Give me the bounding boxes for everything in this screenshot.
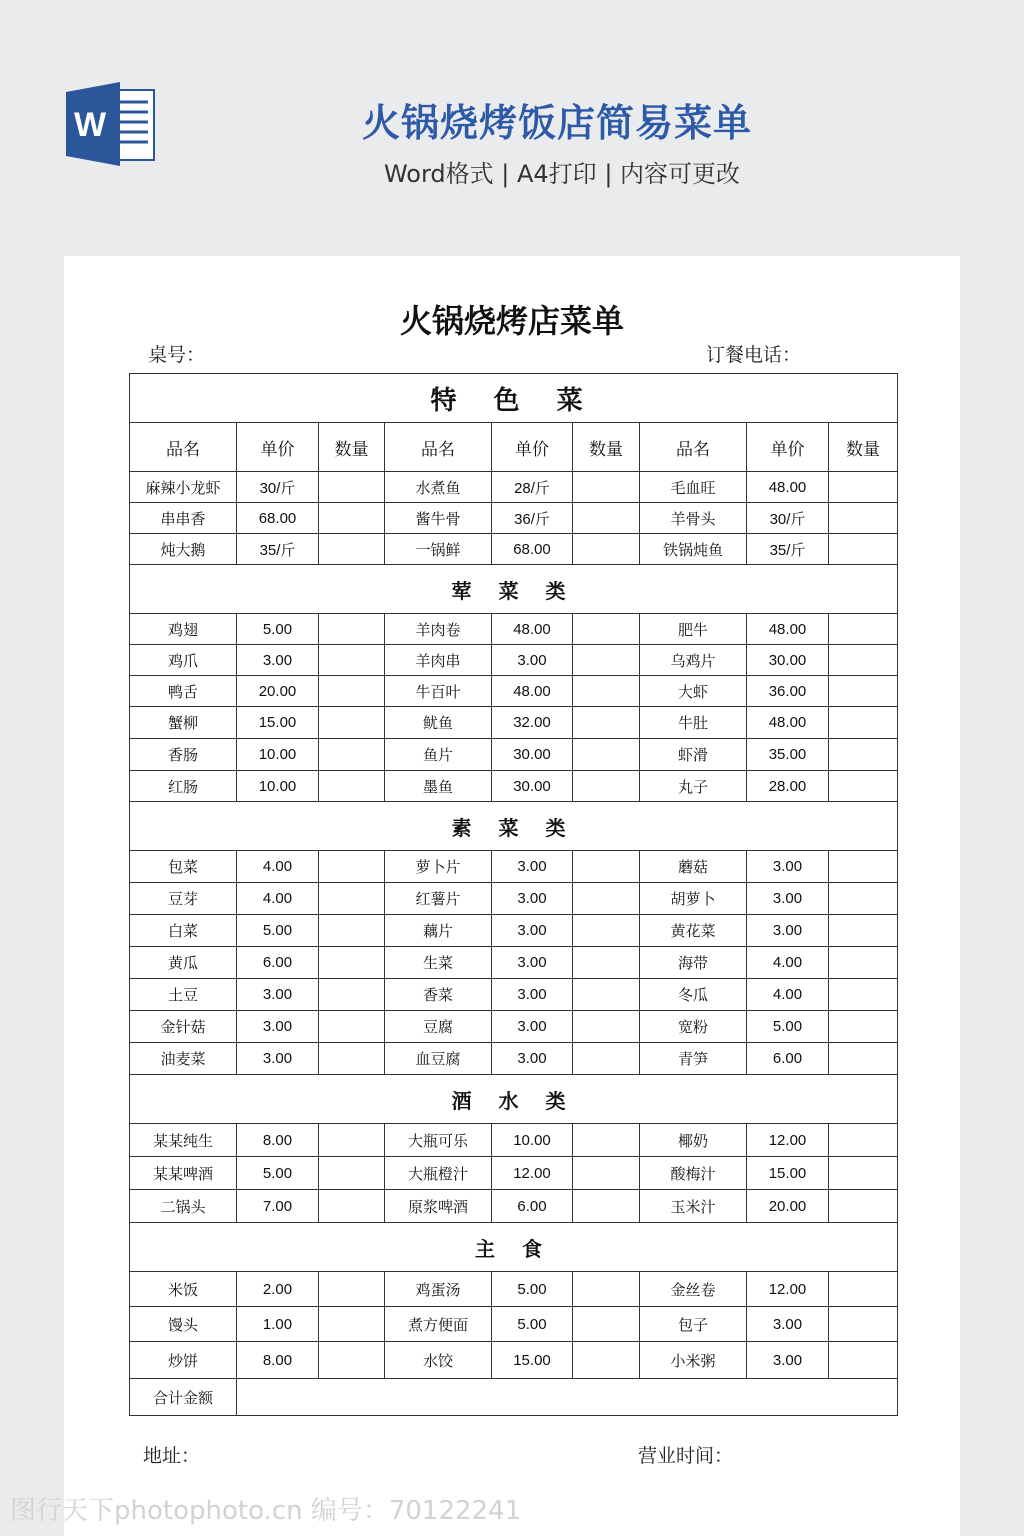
- watermark: 图行天下photophoto.cn 编号：70122241: [10, 1496, 522, 1526]
- quantity-cell[interactable]: [319, 1307, 385, 1342]
- quantity-cell[interactable]: [573, 676, 640, 707]
- quantity-cell[interactable]: [829, 1342, 898, 1379]
- dish-price: 35/斤: [237, 534, 319, 565]
- dish-price: 30.00: [747, 645, 829, 676]
- quantity-cell[interactable]: [829, 771, 898, 802]
- dish-price: 4.00: [747, 947, 829, 979]
- dish-price: 28.00: [747, 771, 829, 802]
- column-header: 品名: [640, 423, 747, 472]
- quantity-cell[interactable]: [573, 915, 640, 947]
- table-row: [130, 979, 898, 1011]
- quantity-cell[interactable]: [573, 883, 640, 915]
- table-row: [130, 1307, 898, 1342]
- dish-name: 炖大鹅: [130, 534, 237, 565]
- column-header: 单价: [747, 423, 829, 472]
- dish-price: 5.00: [492, 1307, 573, 1342]
- quantity-cell[interactable]: [829, 472, 898, 503]
- dish-price: 1.00: [237, 1307, 319, 1342]
- quantity-cell[interactable]: [573, 1043, 640, 1075]
- dish-name: 胡萝卜: [640, 883, 747, 915]
- quantity-cell[interactable]: [829, 739, 898, 771]
- dish-name: 鸡蛋汤: [385, 1272, 492, 1307]
- dish-price: 10.00: [492, 1124, 573, 1157]
- table-row: [130, 534, 898, 565]
- dish-price: 10.00: [237, 771, 319, 802]
- quantity-cell[interactable]: [829, 979, 898, 1011]
- dish-price: 4.00: [237, 883, 319, 915]
- dish-price: 30.00: [492, 739, 573, 771]
- dish-name: 虾滑: [640, 739, 747, 771]
- dish-price: 3.00: [747, 1307, 829, 1342]
- dish-name: 海带: [640, 947, 747, 979]
- dish-name: 鸡爪: [130, 645, 237, 676]
- quantity-cell[interactable]: [829, 503, 898, 534]
- quantity-cell[interactable]: [573, 1307, 640, 1342]
- dish-price: 35.00: [747, 739, 829, 771]
- dish-name: 炒饼: [130, 1342, 237, 1379]
- total-amount-cell[interactable]: [237, 1379, 898, 1416]
- quantity-cell[interactable]: [573, 472, 640, 503]
- dish-name: 香菜: [385, 979, 492, 1011]
- total-row: [130, 1379, 898, 1416]
- section-row: [130, 374, 898, 423]
- table-number-label: 桌号：: [148, 344, 206, 366]
- quantity-cell[interactable]: [573, 1272, 640, 1307]
- quantity-cell[interactable]: [319, 534, 385, 565]
- quantity-cell[interactable]: [573, 851, 640, 883]
- dish-name: 鸭舌: [130, 676, 237, 707]
- dish-price: 8.00: [237, 1342, 319, 1379]
- dish-price: 3.00: [492, 979, 573, 1011]
- quantity-cell[interactable]: [573, 947, 640, 979]
- dish-price: 15.00: [237, 707, 319, 739]
- dish-name: 藕片: [385, 915, 492, 947]
- business-hours-label: 营业时间：: [638, 1445, 734, 1467]
- dish-price: 12.00: [747, 1124, 829, 1157]
- table-row: [130, 472, 898, 503]
- dish-price: 3.00: [747, 883, 829, 915]
- dish-price: 12.00: [492, 1157, 573, 1190]
- dish-name: 黄瓜: [130, 947, 237, 979]
- column-header: 品名: [385, 423, 492, 472]
- table-row: [130, 614, 898, 645]
- quantity-cell[interactable]: [573, 614, 640, 645]
- quantity-cell[interactable]: [319, 1272, 385, 1307]
- quantity-cell[interactable]: [319, 1124, 385, 1157]
- table-row: [130, 915, 898, 947]
- dish-price: 3.00: [747, 851, 829, 883]
- menu-table: [129, 373, 898, 1416]
- dish-price: 68.00: [492, 534, 573, 565]
- dish-name: 油麦菜: [130, 1043, 237, 1075]
- quantity-cell[interactable]: [319, 1190, 385, 1223]
- quantity-cell[interactable]: [319, 676, 385, 707]
- quantity-cell[interactable]: [829, 947, 898, 979]
- section-title: 主 食: [130, 1223, 898, 1272]
- banner-subtitle: Word格式 | A4打印 | 内容可更改: [383, 160, 741, 188]
- dish-name: 某某啤酒: [130, 1157, 237, 1190]
- dish-name: 黄花菜: [640, 915, 747, 947]
- quantity-cell[interactable]: [829, 851, 898, 883]
- dish-name: 煮方便面: [385, 1307, 492, 1342]
- dish-name: 羊骨头: [640, 503, 747, 534]
- dish-name: 酱牛骨: [385, 503, 492, 534]
- dish-name: 椰奶: [640, 1124, 747, 1157]
- dish-name: 鸡翅: [130, 614, 237, 645]
- quantity-cell[interactable]: [573, 1157, 640, 1190]
- total-label: 合计金额: [130, 1379, 237, 1416]
- dish-price: 4.00: [237, 851, 319, 883]
- dish-name: 铁锅炖鱼: [640, 534, 747, 565]
- dish-price: 20.00: [747, 1190, 829, 1223]
- dish-name: 羊肉卷: [385, 614, 492, 645]
- section-title: 荤 菜 类: [130, 565, 898, 614]
- dish-name: 大瓶可乐: [385, 1124, 492, 1157]
- quantity-cell[interactable]: [319, 851, 385, 883]
- dish-name: 牛百叶: [385, 676, 492, 707]
- section-row: [130, 565, 898, 614]
- quantity-cell[interactable]: [319, 1157, 385, 1190]
- dish-price: 3.00: [492, 1011, 573, 1043]
- quantity-cell[interactable]: [319, 472, 385, 503]
- dish-name: 馒头: [130, 1307, 237, 1342]
- dish-name: 冬瓜: [640, 979, 747, 1011]
- table-row: [130, 771, 898, 802]
- quantity-cell[interactable]: [319, 979, 385, 1011]
- dish-price: 48.00: [747, 614, 829, 645]
- dish-name: 小米粥: [640, 1342, 747, 1379]
- dish-price: 4.00: [747, 979, 829, 1011]
- quantity-cell[interactable]: [829, 1272, 898, 1307]
- quantity-cell[interactable]: [573, 1011, 640, 1043]
- quantity-cell[interactable]: [573, 1190, 640, 1223]
- dish-name: 包子: [640, 1307, 747, 1342]
- quantity-cell[interactable]: [319, 614, 385, 645]
- table-row: [130, 676, 898, 707]
- dish-name: 大瓶橙汁: [385, 1157, 492, 1190]
- column-header: 单价: [237, 423, 319, 472]
- dish-price: 35/斤: [747, 534, 829, 565]
- table-row: [130, 1342, 898, 1379]
- dish-price: 48.00: [747, 472, 829, 503]
- quantity-cell[interactable]: [319, 739, 385, 771]
- dish-price: 32.00: [492, 707, 573, 739]
- quantity-cell[interactable]: [573, 1342, 640, 1379]
- table-row: [130, 503, 898, 534]
- column-header: 数量: [829, 423, 898, 472]
- quantity-cell[interactable]: [573, 707, 640, 739]
- dish-name: 白菜: [130, 915, 237, 947]
- quantity-cell[interactable]: [319, 1342, 385, 1379]
- dish-name: 红肠: [130, 771, 237, 802]
- dish-price: 3.00: [747, 915, 829, 947]
- table-row: [130, 883, 898, 915]
- dish-price: 3.00: [492, 883, 573, 915]
- dish-name: 麻辣小龙虾: [130, 472, 237, 503]
- dish-price: 48.00: [747, 707, 829, 739]
- dish-price: 3.00: [237, 979, 319, 1011]
- dish-price: 5.00: [237, 915, 319, 947]
- section-title: 酒 水 类: [130, 1075, 898, 1124]
- dish-price: 30/斤: [237, 472, 319, 503]
- section-title: 素 菜 类: [130, 802, 898, 851]
- dish-name: 原浆啤酒: [385, 1190, 492, 1223]
- dish-name: 蘑菇: [640, 851, 747, 883]
- dish-name: 土豆: [130, 979, 237, 1011]
- dish-price: 5.00: [237, 614, 319, 645]
- dish-name: 宽粉: [640, 1011, 747, 1043]
- quantity-cell[interactable]: [319, 883, 385, 915]
- dish-price: 36/斤: [492, 503, 573, 534]
- dish-name: 乌鸡片: [640, 645, 747, 676]
- dish-name: 牛肚: [640, 707, 747, 739]
- dish-price: 5.00: [492, 1272, 573, 1307]
- dish-price: 3.00: [492, 1043, 573, 1075]
- quantity-cell[interactable]: [829, 1307, 898, 1342]
- dish-name: 米饭: [130, 1272, 237, 1307]
- dish-price: 12.00: [747, 1272, 829, 1307]
- table-row: [130, 707, 898, 739]
- quantity-cell[interactable]: [319, 1043, 385, 1075]
- quantity-cell[interactable]: [829, 1043, 898, 1075]
- quantity-cell[interactable]: [829, 534, 898, 565]
- quantity-cell[interactable]: [319, 915, 385, 947]
- dish-name: 金针菇: [130, 1011, 237, 1043]
- dish-price: 3.00: [492, 915, 573, 947]
- quantity-cell[interactable]: [573, 503, 640, 534]
- table-row: [130, 739, 898, 771]
- quantity-cell[interactable]: [319, 947, 385, 979]
- dish-name: 一锅鲜: [385, 534, 492, 565]
- dish-name: 丸子: [640, 771, 747, 802]
- dish-name: 酸梅汁: [640, 1157, 747, 1190]
- dish-price: 3.00: [492, 947, 573, 979]
- quantity-cell[interactable]: [829, 1157, 898, 1190]
- dish-price: 48.00: [492, 676, 573, 707]
- dish-name: 水煮鱼: [385, 472, 492, 503]
- dish-price: 3.00: [492, 645, 573, 676]
- table-row: [130, 1157, 898, 1190]
- column-header: 品名: [130, 423, 237, 472]
- table-row: [130, 645, 898, 676]
- table-row: [130, 1190, 898, 1223]
- table-row: [130, 1011, 898, 1043]
- dish-price: 28/斤: [492, 472, 573, 503]
- quantity-cell[interactable]: [829, 614, 898, 645]
- dish-price: 2.00: [237, 1272, 319, 1307]
- dish-price: 3.00: [747, 1342, 829, 1379]
- dish-name: 香肠: [130, 739, 237, 771]
- dish-name: 包菜: [130, 851, 237, 883]
- dish-price: 30/斤: [747, 503, 829, 534]
- quantity-cell[interactable]: [573, 1124, 640, 1157]
- dish-price: 30.00: [492, 771, 573, 802]
- quantity-cell[interactable]: [319, 645, 385, 676]
- quantity-cell[interactable]: [319, 1011, 385, 1043]
- table-row: [130, 1272, 898, 1307]
- dish-name: 红薯片: [385, 883, 492, 915]
- quantity-cell[interactable]: [829, 676, 898, 707]
- table-row: [130, 1043, 898, 1075]
- dish-price: 15.00: [747, 1157, 829, 1190]
- dish-price: 36.00: [747, 676, 829, 707]
- quantity-cell[interactable]: [573, 739, 640, 771]
- address-label: 地址：: [143, 1445, 201, 1467]
- banner-title: 火锅烧烤饭店简易菜单: [361, 101, 752, 145]
- column-header: 单价: [492, 423, 573, 472]
- dish-price: 3.00: [237, 645, 319, 676]
- dish-name: 玉米汁: [640, 1190, 747, 1223]
- dish-name: 大虾: [640, 676, 747, 707]
- section-row: [130, 1223, 898, 1272]
- order-phone-label: 订餐电话：: [706, 344, 802, 366]
- quantity-cell[interactable]: [573, 645, 640, 676]
- dish-name: 豆腐: [385, 1011, 492, 1043]
- dish-price: 6.00: [747, 1043, 829, 1075]
- dish-name: 生菜: [385, 947, 492, 979]
- table-row: [130, 947, 898, 979]
- section-row: [130, 802, 898, 851]
- dish-price: 3.00: [492, 851, 573, 883]
- dish-name: 水饺: [385, 1342, 492, 1379]
- header-row: [130, 423, 898, 472]
- dish-name: 毛血旺: [640, 472, 747, 503]
- dish-name: 墨鱼: [385, 771, 492, 802]
- dish-price: 8.00: [237, 1124, 319, 1157]
- dish-name: 肥牛: [640, 614, 747, 645]
- quantity-cell[interactable]: [829, 645, 898, 676]
- dish-price: 3.00: [237, 1043, 319, 1075]
- dish-price: 48.00: [492, 614, 573, 645]
- quantity-cell[interactable]: [829, 707, 898, 739]
- quantity-cell[interactable]: [319, 707, 385, 739]
- section-row: [130, 1075, 898, 1124]
- quantity-cell[interactable]: [319, 503, 385, 534]
- dish-name: 羊肉串: [385, 645, 492, 676]
- dish-name: 某某纯生: [130, 1124, 237, 1157]
- menu-title: 火锅烧烤店菜单: [399, 302, 624, 340]
- column-header: 数量: [319, 423, 385, 472]
- quantity-cell[interactable]: [319, 771, 385, 802]
- dish-price: 15.00: [492, 1342, 573, 1379]
- dish-price: 10.00: [237, 739, 319, 771]
- dish-price: 3.00: [237, 1011, 319, 1043]
- dish-name: 二锅头: [130, 1190, 237, 1223]
- quantity-cell[interactable]: [829, 1124, 898, 1157]
- quantity-cell[interactable]: [829, 1190, 898, 1223]
- dish-price: 5.00: [747, 1011, 829, 1043]
- dish-name: 串串香: [130, 503, 237, 534]
- dish-price: 6.00: [492, 1190, 573, 1223]
- dish-name: 萝卜片: [385, 851, 492, 883]
- dish-price: 5.00: [237, 1157, 319, 1190]
- dish-name: 蟹柳: [130, 707, 237, 739]
- dish-price: 6.00: [237, 947, 319, 979]
- quantity-cell[interactable]: [573, 979, 640, 1011]
- quantity-cell[interactable]: [829, 915, 898, 947]
- quantity-cell[interactable]: [573, 534, 640, 565]
- svg-text:W: W: [73, 106, 107, 144]
- quantity-cell[interactable]: [573, 771, 640, 802]
- dish-name: 豆芽: [130, 883, 237, 915]
- dish-name: 青笋: [640, 1043, 747, 1075]
- dish-price: 7.00: [237, 1190, 319, 1223]
- dish-price: 68.00: [237, 503, 319, 534]
- dish-name: 鱿鱼: [385, 707, 492, 739]
- column-header: 数量: [573, 423, 640, 472]
- dish-price: 20.00: [237, 676, 319, 707]
- quantity-cell[interactable]: [829, 1011, 898, 1043]
- table-row: [130, 1124, 898, 1157]
- dish-name: 血豆腐: [385, 1043, 492, 1075]
- table-row: [130, 851, 898, 883]
- dish-name: 鱼片: [385, 739, 492, 771]
- quantity-cell[interactable]: [829, 883, 898, 915]
- dish-name: 金丝卷: [640, 1272, 747, 1307]
- section-title: 特 色 菜: [130, 374, 898, 423]
